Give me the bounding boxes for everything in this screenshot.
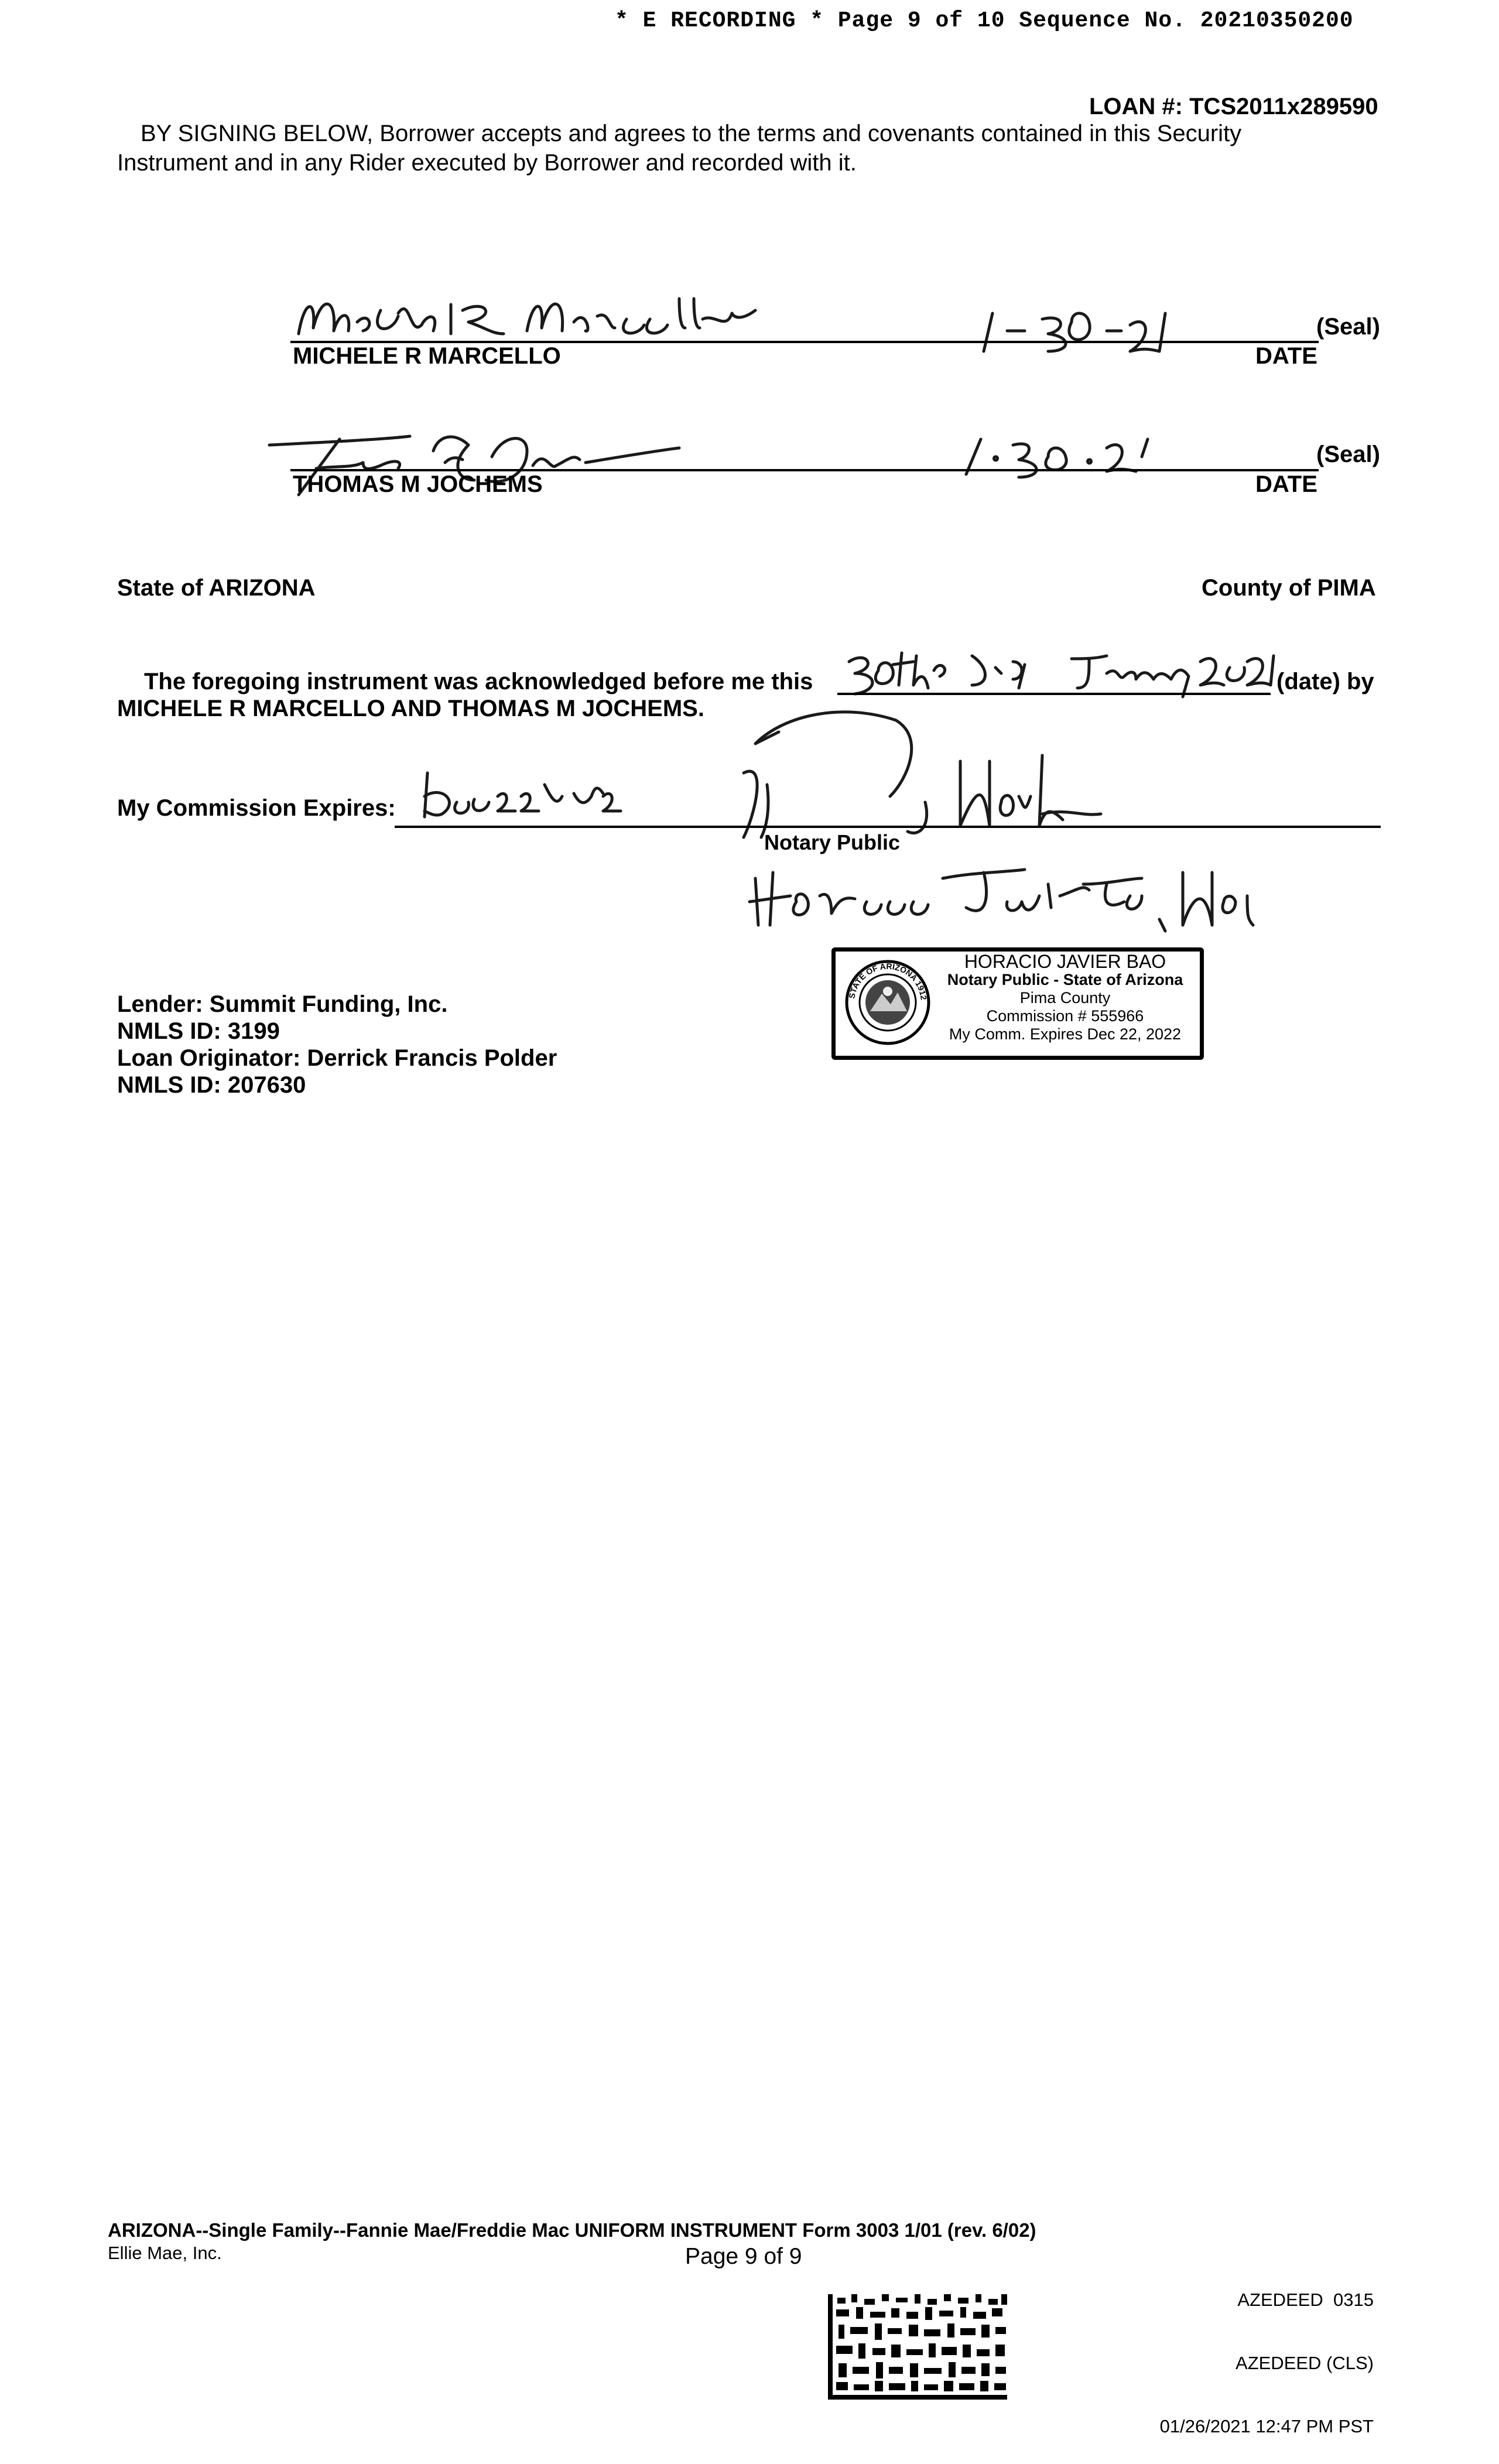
loan-label: LOAN #:	[1089, 94, 1183, 119]
borrower-1-name: MICHELE R MARCELLO	[293, 343, 561, 369]
borrower-2-date-label: DATE	[1255, 471, 1317, 497]
commission-label: My Commission Expires:	[117, 795, 396, 821]
borrower-2-signed-date	[949, 422, 1195, 480]
commission-handwritten-value	[416, 761, 627, 826]
notary-stamp	[831, 947, 1204, 1060]
footer-timestamp: 01/26/2021 12:47 PM PST	[1159, 2416, 1374, 2436]
stamp-commission: Commission # 555966	[986, 1007, 1144, 1025]
venue-county: County of PIMA	[1202, 575, 1376, 601]
commission-line	[395, 826, 734, 828]
state-seal-icon	[844, 959, 932, 1046]
recording-header: * E RECORDING * Page 9 of 10 Sequence No. 20210350200	[615, 8, 1354, 33]
footer-code-1: AZEDEED 0315	[1237, 2290, 1374, 2310]
seal-text: STATE OF ARIZONA 1912	[847, 961, 929, 1001]
stamp-name: HORACIO JAVIER BAO	[964, 951, 1166, 972]
borrower-1-signed-date	[972, 299, 1206, 357]
footer-page-number: Page 9 of 9	[685, 2244, 802, 2269]
acknowledgment-date-suffix: (date) by	[1276, 669, 1374, 694]
footer-form: ARIZONA--Single Family--Fannie Mae/Freddie Mac UNIFORM INSTRUMENT Form 3003 1/01 (rev. 6/02)	[108, 2219, 1036, 2241]
originator-nmls: NMLS ID: 207630	[117, 1072, 306, 1098]
footer-code-2: AZEDEED (CLS)	[1236, 2353, 1374, 2373]
notary-line	[716, 826, 1381, 828]
loan-number	[1089, 94, 1378, 120]
notary-label: Notary Public	[764, 830, 901, 854]
borrower-2-seal: (Seal)	[1316, 442, 1380, 467]
notary-printed-signature	[732, 837, 1259, 937]
borrower-1-seal: (Seal)	[1316, 314, 1380, 340]
intro-line-1: BY SIGNING BELOW, Borrower accepts and agrees to the terms and covenants contained in this Security	[141, 121, 1242, 146]
acknowledgment-parties: MICHELE R MARCELLO AND THOMAS M JOCHEMS.	[117, 696, 704, 721]
acknowledgment-text: The foregoing instrument was acknowledged before me this	[144, 669, 813, 694]
lender-block	[117, 991, 557, 1098]
stamp-county: Pima County	[1019, 989, 1111, 1007]
stamp-title: Notary Public - State of Arizona	[947, 971, 1183, 988]
notary-signature-mark	[714, 697, 1113, 843]
intro-line-2: Instrument and in any Rider executed by Borrower and recorded with it.	[117, 150, 857, 176]
loan-value: TCS2011x289590	[1189, 94, 1378, 119]
borrower-1-date-label: DATE	[1255, 343, 1317, 369]
borrower-2-name: THOMAS M JOCHEMS	[293, 471, 543, 497]
acknowledgment-date-line	[837, 693, 1271, 695]
lender-nmls: NMLS ID: 3199	[117, 1018, 280, 1044]
lender-name: Lender: Summit Funding, Inc.	[117, 991, 448, 1017]
loan-originator: Loan Originator: Derrick Francis Polder	[117, 1045, 557, 1071]
venue-state: State of ARIZONA	[117, 575, 316, 601]
footer-vendor: Ellie Mae, Inc.	[108, 2243, 222, 2263]
barcode-icon	[828, 2294, 1007, 2400]
footer-codes	[1113, 2247, 1374, 2458]
stamp-expires: My Comm. Expires Dec 22, 2022	[949, 1025, 1182, 1043]
